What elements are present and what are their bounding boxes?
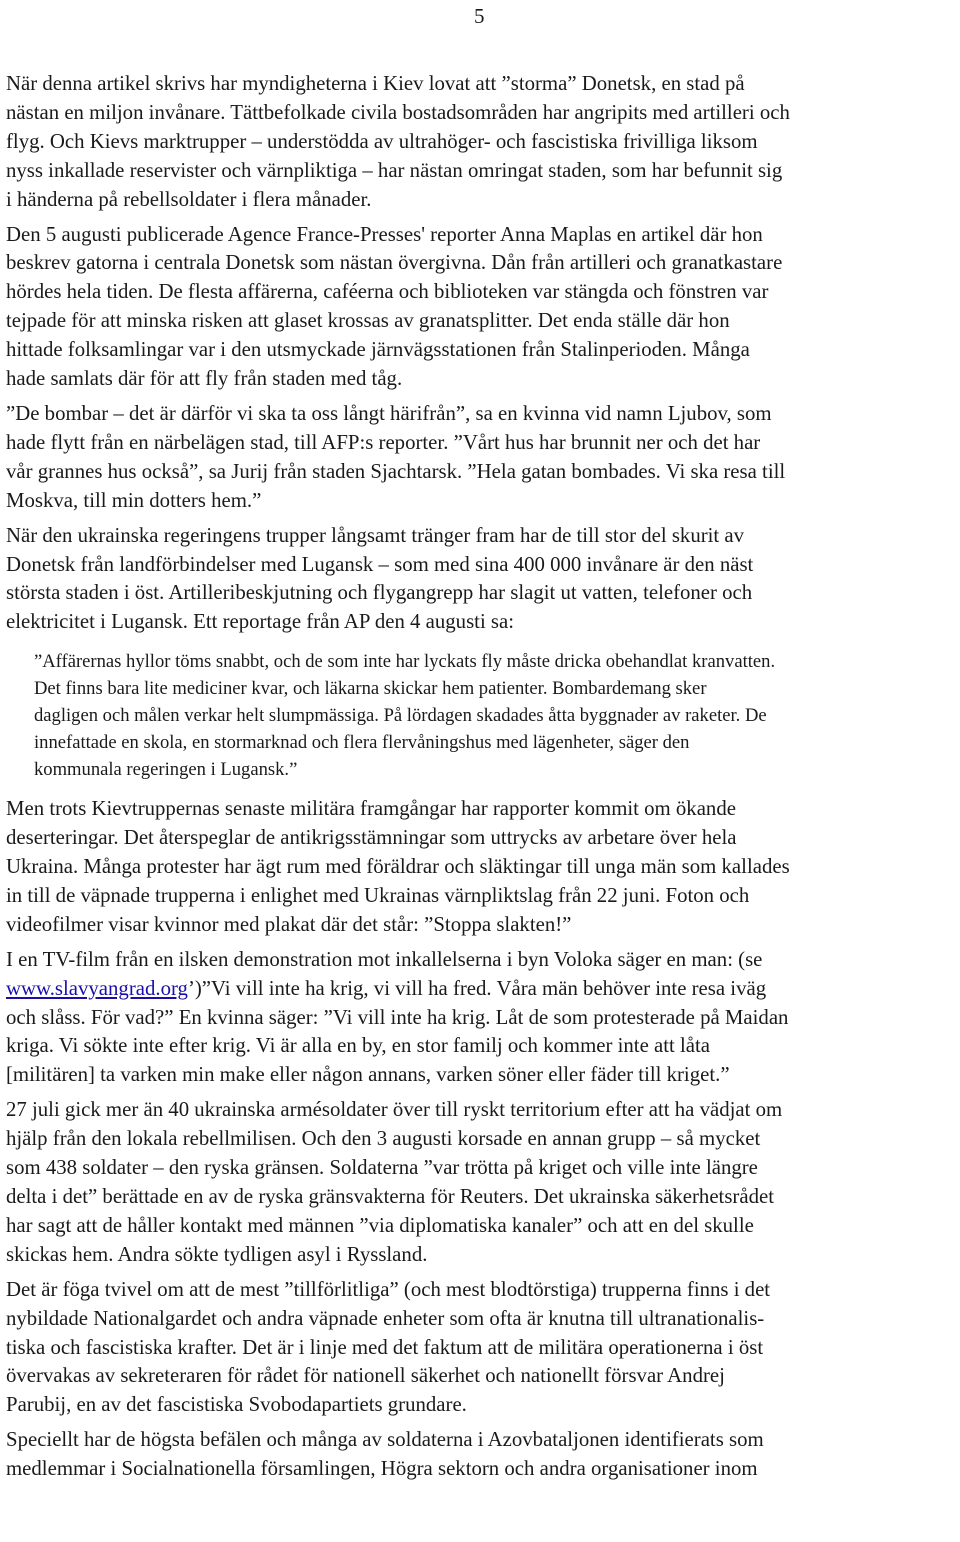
text-line: Parubij, en av det fascistiska Svobodapartiets grundare. <box>6 1393 467 1417</box>
ap-blockquote <box>34 648 958 783</box>
text-line: Moskva, till min dotters hem.” <box>6 488 262 512</box>
paragraph-desertions <box>6 795 958 940</box>
text-line: hade samlats där för att fly från staden med tåg. <box>6 367 403 391</box>
text-line: och slåss. För vad?” En kvinna säger: ”Vi vill inte ha krig. Låt de som protesterade på Maidan <box>6 1005 789 1029</box>
paragraph-ljubov-quote <box>6 400 958 516</box>
text-line: Donetsk från landförbindelser med Lugansk – som med sina 400 000 invånare är den näst <box>6 552 754 576</box>
text-line: hittade folksamlingar var i den utsmyckade järnvägsstationen från Stalinperioden. Många <box>6 338 750 362</box>
paragraph-afp-report <box>6 221 958 394</box>
text-line: Ukraina. Många protester har ägt rum med föräldrar och släktingar till unga män som kallades <box>6 855 790 879</box>
text-line: medlemmar i Socialnationella församlingen, Högra sektorn och andra organisationer inom <box>6 1457 758 1481</box>
paragraph-voloka-demonstration <box>6 946 958 1091</box>
text-line: När den ukrainska regeringens trupper långsamt tränger fram har de till stor del skurit av <box>6 523 745 547</box>
paragraph-soldiers-defect <box>6 1096 958 1269</box>
paragraph-national-guard <box>6 1276 958 1421</box>
text-line: ”De bombar – det är därför vi ska ta oss långt härifrån”, sa en kvinna vid namn Ljubov, som <box>6 401 772 425</box>
text-line: tejpade för att minska risken att glaset krossas av granatsplitter. Det enda ställe där hon <box>6 309 730 333</box>
text-line: beskrev gatorna i centrala Donetsk som nästan övergivna. Dån från artilleri och granatkastare <box>6 251 783 275</box>
quote-line: dagligen och målen verkar helt slumpmässiga. På lördagen skadades åtta byggnader av raketer. De <box>34 705 767 727</box>
text-line: största staden i öst. Artilleribeskjutning och flygangrepp har slagit ut vatten, telefoner och <box>6 581 753 605</box>
text-line: Det är föga tvivel om att de mest ”tillförlitliga” (och mest blodtörstiga) trupperna finns i det <box>6 1277 771 1301</box>
text-line: nästan en miljon invånare. Tättbefolkade civila bostadsområden har angripits med artilleri och <box>6 100 790 124</box>
quote-line: Det finns bara lite mediciner kvar, och läkarna skickar hem patienter. Bombardemang sker <box>34 678 707 700</box>
text-line: skickas hem. Andra sökte tydligen asyl i Ryssland. <box>6 1242 428 1266</box>
text-line: Den 5 augusti publicerade Agence France-Presses' reporter Anna Maplas en artikel där hon <box>6 222 763 246</box>
text-line: nybildade Nationalgardet och andra väpnade enheter som ofta är knutna till ultranationalis- <box>6 1306 765 1330</box>
text-line: Speciellt har de högsta befälen och många av soldaterna i Azovbataljonen identifierats som <box>6 1428 764 1452</box>
text-line: deserteringar. Det återspeglar de antikrigsstämningar som uttrycks av arbetare över hela <box>6 826 737 850</box>
text-line: har sagt att de håller kontakt med männen ”via diplomatiska kanaler” och att en del skulle <box>6 1213 754 1237</box>
quote-line: ”Affärernas hyllor töms snabbt, och de som inte har lyckats fly måste dricka obehandlat kranvatten. <box>34 651 776 673</box>
text-line: kriga. Vi sökte inte efter krig. Vi är alla en by, en stor familj och kommer inte att låta <box>6 1034 710 1058</box>
slavyangrad-link[interactable]: www.slavyangrad.org <box>6 976 188 1000</box>
quote-line: kommunala regeringen i Lugansk.” <box>34 759 298 781</box>
text-line: Men trots Kievtruppernas senaste militära framgångar har rapporter kommit om ökande <box>6 797 736 821</box>
text-line: I en TV-film från en ilsken demonstration mot inkallelserna i byn Voloka säger en man: (se <box>6 947 763 971</box>
text-line: övervakas av sekreteraren för rådet för nationell säkerhet och nationellt försvar Andrej <box>6 1364 725 1388</box>
text-line: [militären] ta varken min make eller någon annans, varken söner eller fäder till kriget.” <box>6 1063 730 1087</box>
text-fragment: ’)”Vi vill inte ha krig, vi vill ha fred. Våra män behöver inte resa iväg <box>187 976 767 1000</box>
paragraph-donetsk-siege <box>6 70 958 215</box>
text-line: hade flytt från en närbelägen stad, till AFP:s reporter. ”Vårt hus har brunnit ner och det har <box>6 430 761 454</box>
text-line: in till de väpnade trupperna i enlighet med Ukrainas värnpliktslag från 22 juni. Foton och <box>6 883 750 907</box>
text-line: delta i det” berättade en av de ryska gränsvakterna för Reuters. Det ukrainska säkerhetsrådet <box>6 1185 774 1208</box>
text-line: tiska och fascistiska krafter. Det är i linje med det faktum att de militära operationerna i öst <box>6 1335 764 1359</box>
text-line: 27 juli gick mer än 40 ukrainska armésoldater över till ryskt territorium efter att ha vädjat om <box>6 1098 783 1122</box>
text-line: hördes hela tiden. De flesta affärerna, caféerna och biblioteken var stängda och fönstren var <box>6 280 769 304</box>
page-number: 5 <box>474 4 485 28</box>
text-line: i händerna på rebellsoldater i flera månader. <box>6 187 372 211</box>
text-line: flyg. Och Kievs marktrupper – understödda av ultrahöger- och fascistiska frivilliga liksom <box>6 129 758 153</box>
text-line: som 438 soldater – den ryska gränsen. Soldaterna ”var trötta på kriget och ville inte längre <box>6 1156 758 1180</box>
paragraph-lugansk <box>6 522 958 638</box>
text-line: När denna artikel skrivs har myndigheterna i Kiev lovat att ”storma” Donetsk, en stad på <box>6 72 745 95</box>
text-line: nyss inkallade reservister och värnpliktiga – har nästan omringat staden, som har befunnit sig <box>6 158 783 182</box>
article-body <box>6 70 958 1490</box>
paragraph-azov-battalion <box>6 1426 958 1484</box>
text-line: videofilmer visar kvinnor med plakat där det står: ”Stoppa slakten!” <box>6 912 572 936</box>
text-line: vår grannes hus också”, sa Jurij från staden Sjachtarsk. ”Hela gatan bombades. Vi ska resa till <box>6 459 786 483</box>
text-line: hjälp från den lokala rebellmilisen. Och den 3 augusti korsade en annan grupp – så mycket <box>6 1127 761 1151</box>
text-line: elektricitet i Lugansk. Ett reportage från AP den 4 augusti sa: <box>6 610 515 634</box>
text-line <box>6 975 958 1004</box>
quote-line: innefattade en skola, en stormarknad och flera flervåningshus med lägenheter, säger den <box>34 732 690 754</box>
